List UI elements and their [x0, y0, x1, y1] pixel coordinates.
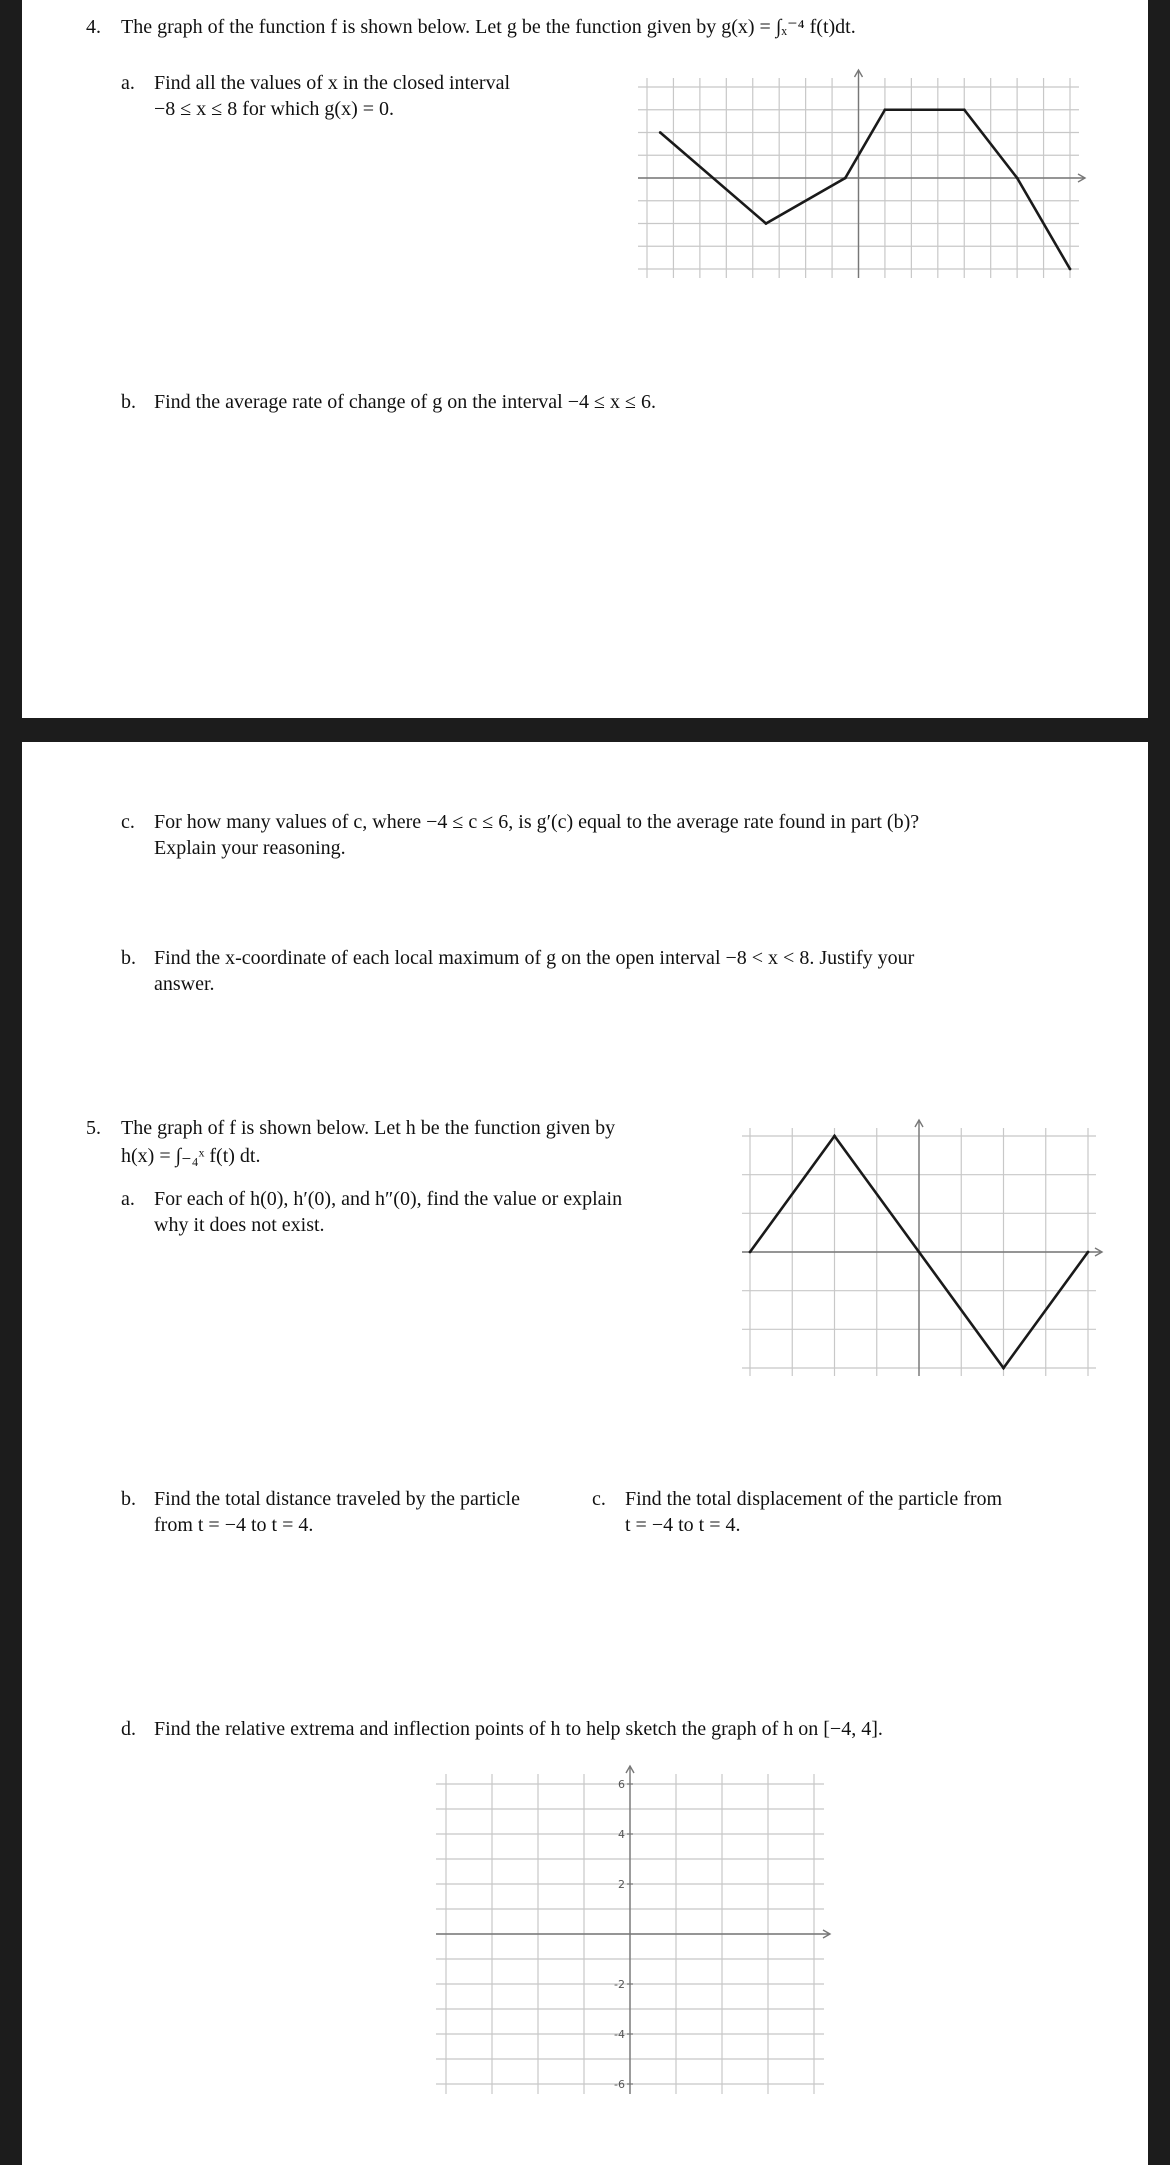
data-point: [844, 177, 847, 180]
y-tick-label: 4: [618, 1828, 625, 1841]
data-point: [749, 1251, 752, 1254]
part-b-local-max-line-1: Find the x-coordinate of each local maximum of g on the open interval −8 < x < 8. Justify your: [154, 947, 915, 969]
h-sketch-grid: [412, 1766, 852, 2106]
q5-part-a-line-1: For each of h(0), h′(0), and h″(0), find the value or explain: [154, 1188, 623, 1210]
part-a-line-1: Find all the values of x in the closed interval: [154, 72, 511, 94]
y-tick-label: -2: [614, 1978, 625, 1991]
q5-part-d-marker: d.: [121, 1718, 136, 1740]
q5-part-b-marker: b.: [121, 1488, 136, 1510]
question-5-number: 5.: [86, 1117, 101, 1139]
y-tick-label: 2: [618, 1878, 625, 1891]
data-point: [963, 108, 966, 111]
part-c-line-2: Explain your reasoning.: [154, 837, 346, 859]
q5-part-c-line-1: Find the total displacement of the particle from: [625, 1488, 1003, 1510]
q5-part-b-line-2: from t = −4 to t = 4.: [154, 1514, 314, 1536]
part-c-line-1: For how many values of c, where −4 ≤ c ≤ 6, is g′(c) equal to the average rate found in part (b)?: [154, 811, 920, 833]
data-point: [1016, 177, 1019, 180]
data-point: [1069, 268, 1072, 271]
question-5-line-1: The graph of f is shown below. Let h be the function given by: [121, 1117, 616, 1139]
part-b-marker: b.: [121, 391, 136, 413]
data-point: [1002, 1367, 1005, 1370]
part-b-local-max-line-2: answer.: [154, 973, 215, 995]
data-point: [765, 222, 768, 225]
f-graph-q5: [718, 1118, 1108, 1378]
part-a-marker: a.: [121, 72, 135, 94]
f-graph-q4: [624, 72, 1104, 302]
worksheet-page-1: [22, 0, 1148, 718]
part-a-line-2: −8 ≤ x ≤ 8 for which g(x) = 0.: [154, 98, 395, 120]
q5-part-c-line-2: t = −4 to t = 4.: [625, 1514, 741, 1536]
worksheet-page-2: [22, 742, 1148, 2165]
part-c-marker: c.: [121, 811, 135, 833]
f-curve: [660, 110, 1070, 269]
data-point: [833, 1135, 836, 1138]
question-4-stem: The graph of the function f is shown below. Let g be the function given by g(x) = ∫ₓ⁻⁴ f(t)dt.: [121, 16, 856, 38]
data-point: [918, 1251, 921, 1254]
question-5-line-2: h(x) = ∫₋₄ˣ f(t) dt.: [121, 1145, 261, 1167]
y-tick-label: -6: [614, 2078, 625, 2091]
y-tick-label: 6: [618, 1778, 625, 1791]
y-tick-label: -4: [614, 2028, 625, 2041]
q5-part-b-line-1: Find the total distance traveled by the particle: [154, 1488, 520, 1510]
q5-part-a-line-2: why it does not exist.: [154, 1214, 325, 1236]
q5-part-a-marker: a.: [121, 1188, 135, 1210]
data-point: [659, 131, 662, 134]
part-b-local-max-marker: b.: [121, 947, 136, 969]
q5-part-d-text: Find the relative extrema and inflection points of h to help sketch the graph of h on [−4, 4].: [154, 1718, 883, 1740]
question-4-number: 4.: [86, 16, 101, 38]
data-point: [1087, 1251, 1090, 1254]
part-b-text: Find the average rate of change of g on the interval −4 ≤ x ≤ 6.: [154, 391, 656, 413]
q5-part-c-marker: c.: [592, 1488, 606, 1510]
data-point: [884, 108, 887, 111]
